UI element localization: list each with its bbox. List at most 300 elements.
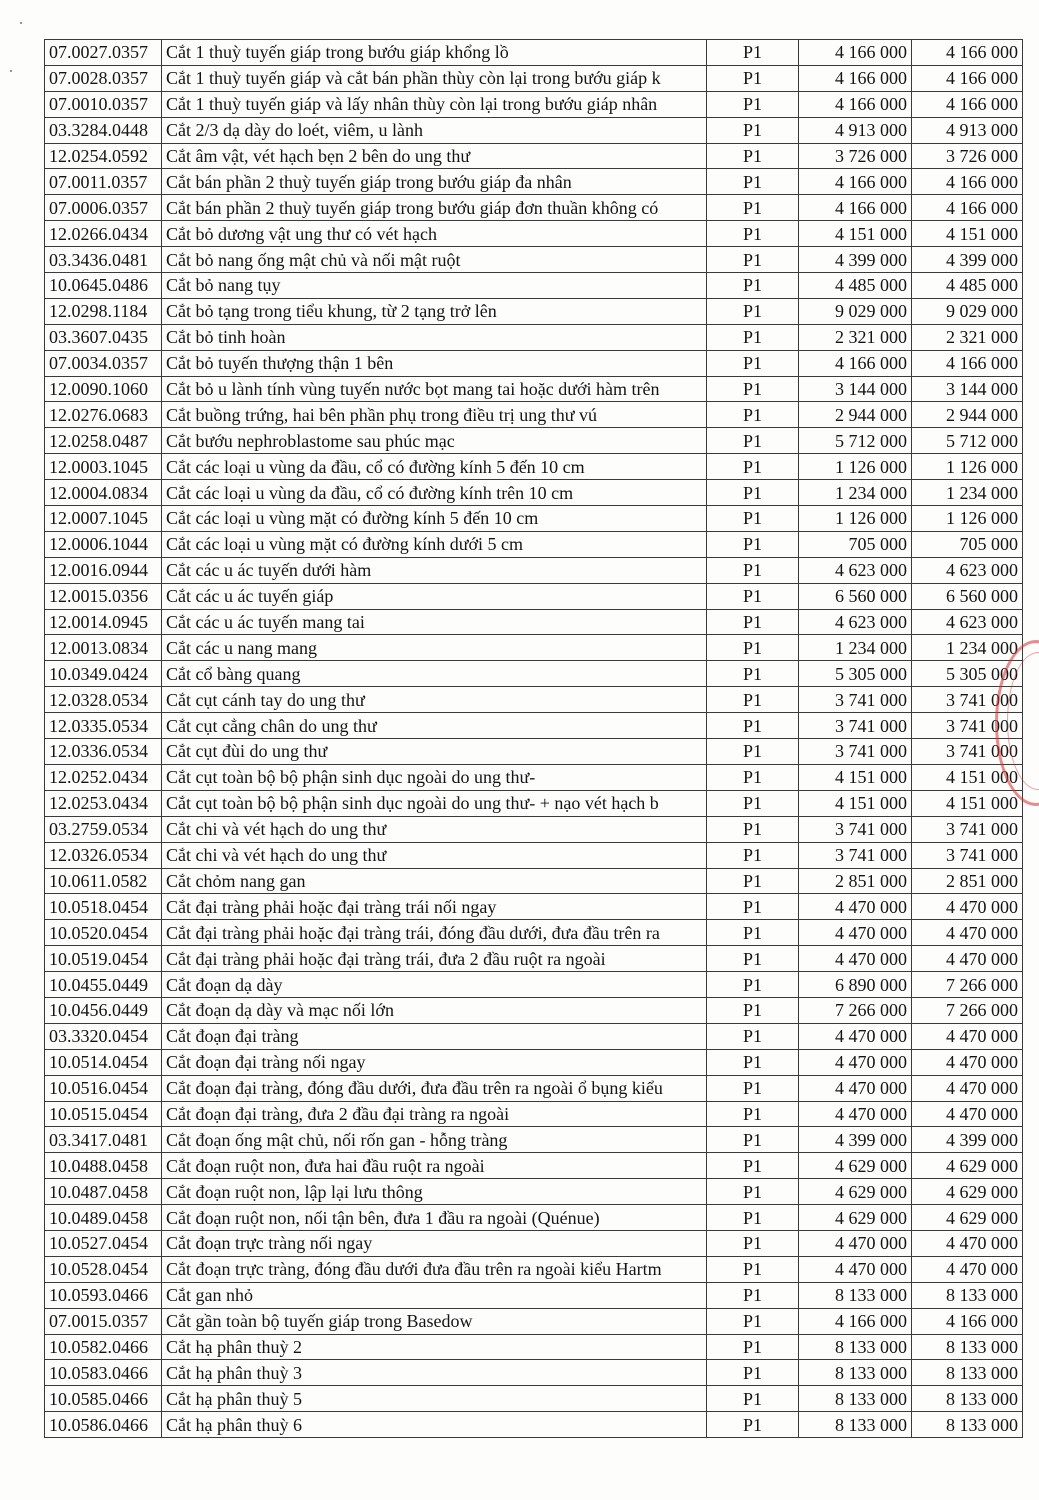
classification-cell: P1 (707, 920, 799, 946)
table-row (45, 790, 1023, 816)
procedure-name-cell: Cắt 1 thuỳ tuyến giáp và lấy nhân thùy còn lại trong bướu giáp nhân (162, 91, 707, 117)
procedure-name-cell: Cắt 1 thuỳ tuyến giáp và cắt bán phần thùy còn lại trong bướu giáp k (162, 65, 707, 91)
price-cell: 4 913 000 (799, 117, 912, 143)
price-cell: 4 629 000 (912, 1205, 1023, 1231)
table-row (45, 1179, 1023, 1205)
table-row (45, 1386, 1023, 1412)
classification-cell: P1 (707, 583, 799, 609)
classification-cell: P1 (707, 868, 799, 894)
procedure-code-cell: 10.0349.0424 (45, 661, 162, 687)
procedure-code-cell: 10.0456.0449 (45, 997, 162, 1023)
price-cell: 8 133 000 (799, 1412, 912, 1438)
procedure-code-cell: 10.0645.0486 (45, 273, 162, 299)
price-cell: 4 151 000 (799, 221, 912, 247)
procedure-code-cell: 12.0335.0534 (45, 713, 162, 739)
classification-cell: P1 (707, 454, 799, 480)
price-cell: 3 726 000 (912, 143, 1023, 169)
price-cell: 1 234 000 (799, 480, 912, 506)
price-cell: 4 166 000 (912, 169, 1023, 195)
classification-cell: P1 (707, 1334, 799, 1360)
procedure-code-cell: 10.0489.0458 (45, 1205, 162, 1231)
classification-cell: P1 (707, 531, 799, 557)
price-cell: 1 126 000 (799, 506, 912, 532)
procedure-name-cell: Cắt bán phần 2 thuỳ tuyến giáp trong bướu giáp đơn thuần không có (162, 195, 707, 221)
table-row (45, 557, 1023, 583)
procedure-name-cell: Cắt đoạn ruột non, đưa hai đầu ruột ra ngoài (162, 1153, 707, 1179)
procedure-code-cell: 12.0298.1184 (45, 298, 162, 324)
price-cell: 3 741 000 (799, 816, 912, 842)
classification-cell: P1 (707, 557, 799, 583)
table-row (45, 713, 1023, 739)
price-cell: 4 470 000 (912, 1023, 1023, 1049)
procedure-code-cell: 10.0455.0449 (45, 972, 162, 998)
price-cell: 4 151 000 (912, 790, 1023, 816)
classification-cell: P1 (707, 169, 799, 195)
procedure-name-cell: Cắt các loại u vùng da đầu, cổ có đường kính trên 10 cm (162, 480, 707, 506)
procedure-code-cell: 10.0514.0454 (45, 1049, 162, 1075)
price-cell: 5 305 000 (799, 661, 912, 687)
classification-cell: P1 (707, 1205, 799, 1231)
price-cell: 9 029 000 (912, 298, 1023, 324)
price-cell: 7 266 000 (799, 997, 912, 1023)
table-row (45, 195, 1023, 221)
classification-cell: P1 (707, 1256, 799, 1282)
table-row (45, 842, 1023, 868)
price-cell: 3 741 000 (912, 816, 1023, 842)
procedure-name-cell: Cắt đoạn dạ dày và mạc nối lớn (162, 997, 707, 1023)
price-cell: 4 166 000 (912, 65, 1023, 91)
price-cell: 4 470 000 (799, 1101, 912, 1127)
classification-cell: P1 (707, 790, 799, 816)
procedure-name-cell: Cắt đoạn đại tràng, đưa 2 đầu đại tràng ra ngoài (162, 1101, 707, 1127)
price-cell: 3 741 000 (912, 713, 1023, 739)
procedure-name-cell: Cắt các u nang mang (162, 635, 707, 661)
table-row (45, 868, 1023, 894)
price-cell: 1 234 000 (912, 635, 1023, 661)
table-row (45, 1205, 1023, 1231)
price-cell: 4 166 000 (912, 350, 1023, 376)
procedure-code-cell: 10.0487.0458 (45, 1179, 162, 1205)
table-row (45, 920, 1023, 946)
price-cell: 4 913 000 (912, 117, 1023, 143)
procedure-code-cell: 10.0582.0466 (45, 1334, 162, 1360)
classification-cell: P1 (707, 661, 799, 687)
classification-cell: P1 (707, 816, 799, 842)
table-row (45, 739, 1023, 765)
price-cell: 8 133 000 (912, 1386, 1023, 1412)
table-row (45, 40, 1023, 66)
price-cell: 4 470 000 (912, 920, 1023, 946)
table-row (45, 531, 1023, 557)
price-cell: 7 266 000 (912, 997, 1023, 1023)
procedure-name-cell: Cắt đoạn dạ dày (162, 972, 707, 998)
table-row (45, 946, 1023, 972)
procedure-name-cell: Cắt hạ phân thuỳ 3 (162, 1360, 707, 1386)
price-cell: 3 741 000 (799, 739, 912, 765)
classification-cell: P1 (707, 1360, 799, 1386)
classification-cell: P1 (707, 1179, 799, 1205)
procedure-name-cell: Cắt chi và vét hạch do ung thư (162, 842, 707, 868)
classification-cell: P1 (707, 635, 799, 661)
table-row (45, 1334, 1023, 1360)
classification-cell: P1 (707, 1049, 799, 1075)
price-cell: 8 133 000 (799, 1360, 912, 1386)
procedure-code-cell: 12.0090.1060 (45, 376, 162, 402)
table-row (45, 1075, 1023, 1101)
procedure-code-cell: 12.0003.1045 (45, 454, 162, 480)
classification-cell: P1 (707, 324, 799, 350)
table-row (45, 1308, 1023, 1334)
price-cell: 4 629 000 (912, 1179, 1023, 1205)
price-cell: 9 029 000 (799, 298, 912, 324)
price-cell: 4 166 000 (799, 1308, 912, 1334)
price-cell: 4 629 000 (799, 1205, 912, 1231)
procedure-code-cell: 10.0527.0454 (45, 1230, 162, 1256)
price-cell: 3 726 000 (799, 143, 912, 169)
price-cell: 8 133 000 (912, 1282, 1023, 1308)
classification-cell: P1 (707, 1308, 799, 1334)
price-cell: 4 166 000 (799, 169, 912, 195)
procedure-name-cell: Cắt bỏ dương vật ung thư có vét hạch (162, 221, 707, 247)
price-cell: 4 470 000 (912, 1230, 1023, 1256)
price-cell: 3 741 000 (912, 739, 1023, 765)
price-cell: 5 305 000 (912, 661, 1023, 687)
price-cell: 4 166 000 (799, 195, 912, 221)
table-row (45, 402, 1023, 428)
classification-cell: P1 (707, 195, 799, 221)
procedure-name-cell: Cắt đoạn đại tràng, đóng đầu dưới, đưa đầu trên ra ngoài ổ bụng kiểu (162, 1075, 707, 1101)
price-cell: 1 126 000 (912, 506, 1023, 532)
classification-cell: P1 (707, 65, 799, 91)
classification-cell: P1 (707, 1230, 799, 1256)
procedure-name-cell: Cắt chỏm nang gan (162, 868, 707, 894)
price-cell: 3 144 000 (912, 376, 1023, 402)
price-cell: 4 166 000 (799, 40, 912, 66)
classification-cell: P1 (707, 842, 799, 868)
procedure-code-cell: 10.0583.0466 (45, 1360, 162, 1386)
procedure-code-cell: 03.3607.0435 (45, 324, 162, 350)
classification-cell: P1 (707, 376, 799, 402)
procedure-fee-table (44, 39, 1023, 1438)
classification-cell: P1 (707, 713, 799, 739)
price-cell: 4 399 000 (799, 1127, 912, 1153)
table-row (45, 972, 1023, 998)
procedure-name-cell: Cắt 1 thuỳ tuyến giáp trong bướu giáp khổng lồ (162, 40, 707, 66)
price-cell: 4 470 000 (799, 946, 912, 972)
price-cell: 4 151 000 (912, 764, 1023, 790)
procedure-code-cell: 12.0007.1045 (45, 506, 162, 532)
price-cell: 4 151 000 (799, 764, 912, 790)
procedure-name-cell: Cắt đoạn ruột non, nối tận bên, đưa 1 đầu ra ngoài (Quénue) (162, 1205, 707, 1231)
classification-cell: P1 (707, 402, 799, 428)
price-cell: 4 470 000 (799, 894, 912, 920)
procedure-code-cell: 12.0015.0356 (45, 583, 162, 609)
classification-cell: P1 (707, 117, 799, 143)
procedure-code-cell: 10.0518.0454 (45, 894, 162, 920)
price-cell: 6 890 000 (799, 972, 912, 998)
procedure-code-cell: 03.3320.0454 (45, 1023, 162, 1049)
procedure-name-cell: Cắt hạ phân thuỳ 2 (162, 1334, 707, 1360)
classification-cell: P1 (707, 894, 799, 920)
procedure-name-cell: Cắt cụt cẳng chân do ung thư (162, 713, 707, 739)
procedure-code-cell: 03.2759.0534 (45, 816, 162, 842)
classification-cell: P1 (707, 972, 799, 998)
procedure-name-cell: Cắt cụt toàn bộ bộ phận sinh dục ngoài do ung thư- (162, 764, 707, 790)
table-row (45, 609, 1023, 635)
procedure-code-cell: 12.0258.0487 (45, 428, 162, 454)
table-row (45, 169, 1023, 195)
procedure-code-cell: 07.0015.0357 (45, 1308, 162, 1334)
procedure-code-cell: 12.0253.0434 (45, 790, 162, 816)
procedure-code-cell: 12.0252.0434 (45, 764, 162, 790)
classification-cell: P1 (707, 739, 799, 765)
price-cell: 8 133 000 (799, 1282, 912, 1308)
price-cell: 4 470 000 (799, 1256, 912, 1282)
procedure-code-cell: 03.3417.0481 (45, 1127, 162, 1153)
price-cell: 4 151 000 (912, 221, 1023, 247)
price-cell: 4 166 000 (912, 40, 1023, 66)
price-cell: 4 470 000 (799, 1075, 912, 1101)
procedure-name-cell: Cắt hạ phân thuỳ 6 (162, 1412, 707, 1438)
procedure-name-cell: Cắt bướu nephroblastome sau phúc mạc (162, 428, 707, 454)
procedure-name-cell: Cắt đại tràng phải hoặc đại tràng trái nối ngay (162, 894, 707, 920)
procedure-code-cell: 12.0013.0834 (45, 635, 162, 661)
procedure-name-cell: Cắt cụt toàn bộ bộ phận sinh dục ngoài do ung thư- + nạo vét hạch b (162, 790, 707, 816)
price-cell: 4 399 000 (799, 247, 912, 273)
price-cell: 8 133 000 (799, 1334, 912, 1360)
price-cell: 8 133 000 (912, 1334, 1023, 1360)
price-cell: 2 944 000 (912, 402, 1023, 428)
procedure-code-cell: 10.0488.0458 (45, 1153, 162, 1179)
classification-cell: P1 (707, 273, 799, 299)
procedure-code-cell: 12.0254.0592 (45, 143, 162, 169)
price-cell: 2 321 000 (912, 324, 1023, 350)
procedure-fee-table-body (45, 40, 1023, 1438)
price-cell: 4 166 000 (799, 65, 912, 91)
price-cell: 3 741 000 (912, 687, 1023, 713)
procedure-name-cell: Cắt chi và vét hạch do ung thư (162, 816, 707, 842)
classification-cell: P1 (707, 997, 799, 1023)
procedure-code-cell: 10.0519.0454 (45, 946, 162, 972)
price-cell: 4 399 000 (912, 247, 1023, 273)
procedure-name-cell: Cắt đoạn đại tràng (162, 1023, 707, 1049)
price-cell: 4 470 000 (912, 1049, 1023, 1075)
procedure-code-cell: 10.0528.0454 (45, 1256, 162, 1282)
classification-cell: P1 (707, 40, 799, 66)
procedure-code-cell: 07.0027.0357 (45, 40, 162, 66)
classification-cell: P1 (707, 247, 799, 273)
classification-cell: P1 (707, 1153, 799, 1179)
procedure-name-cell: Cắt đoạn ống mật chủ, nối rốn gan - hỗng tràng (162, 1127, 707, 1153)
table-row (45, 454, 1023, 480)
procedure-name-cell: Cắt bỏ tuyến thượng thận 1 bên (162, 350, 707, 376)
procedure-code-cell: 12.0016.0944 (45, 557, 162, 583)
price-cell: 4 151 000 (799, 790, 912, 816)
table-row (45, 221, 1023, 247)
price-cell: 4 470 000 (912, 1075, 1023, 1101)
classification-cell: P1 (707, 298, 799, 324)
classification-cell: P1 (707, 480, 799, 506)
price-cell: 4 623 000 (799, 609, 912, 635)
price-cell: 8 133 000 (799, 1386, 912, 1412)
procedure-name-cell: Cắt các u ác tuyến mang tai (162, 609, 707, 635)
procedure-name-cell: Cắt âm vật, vét hạch bẹn 2 bên do ung thư (162, 143, 707, 169)
procedure-code-cell: 03.3436.0481 (45, 247, 162, 273)
table-row (45, 65, 1023, 91)
price-cell: 5 712 000 (912, 428, 1023, 454)
price-cell: 8 133 000 (912, 1412, 1023, 1438)
price-cell: 4 485 000 (799, 273, 912, 299)
classification-cell: P1 (707, 1101, 799, 1127)
price-cell: 1 234 000 (799, 635, 912, 661)
procedure-name-cell: Cắt gan nhỏ (162, 1282, 707, 1308)
price-cell: 4 485 000 (912, 273, 1023, 299)
procedure-name-cell: Cắt bỏ tạng trong tiểu khung, từ 2 tạng trở lên (162, 298, 707, 324)
price-cell: 4 399 000 (912, 1127, 1023, 1153)
procedure-code-cell: 10.0611.0582 (45, 868, 162, 894)
procedure-name-cell: Cắt bỏ u lành tính vùng tuyến nước bọt mang tai hoặc dưới hàm trên (162, 376, 707, 402)
table-row (45, 894, 1023, 920)
price-cell: 3 741 000 (799, 713, 912, 739)
table-row (45, 376, 1023, 402)
procedure-code-cell: 12.0276.0683 (45, 402, 162, 428)
price-cell: 4 470 000 (912, 946, 1023, 972)
procedure-name-cell: Cắt bán phần 2 thuỳ tuyến giáp trong bướu giáp đa nhân (162, 169, 707, 195)
procedure-code-cell: 03.3284.0448 (45, 117, 162, 143)
scan-speck (10, 70, 12, 72)
price-cell: 4 629 000 (799, 1179, 912, 1205)
price-cell: 705 000 (912, 531, 1023, 557)
table-row (45, 583, 1023, 609)
table-row (45, 143, 1023, 169)
procedure-code-cell: 10.0586.0466 (45, 1412, 162, 1438)
procedure-name-cell: Cắt bỏ nang ống mật chủ và nối mật ruột (162, 247, 707, 273)
price-cell: 4 166 000 (912, 195, 1023, 221)
price-cell: 6 560 000 (799, 583, 912, 609)
price-cell: 3 741 000 (799, 687, 912, 713)
procedure-code-cell: 12.0014.0945 (45, 609, 162, 635)
price-cell: 4 629 000 (912, 1153, 1023, 1179)
table-row (45, 1153, 1023, 1179)
table-row (45, 764, 1023, 790)
classification-cell: P1 (707, 506, 799, 532)
procedure-code-cell: 07.0034.0357 (45, 350, 162, 376)
price-cell: 4 623 000 (912, 557, 1023, 583)
table-row (45, 635, 1023, 661)
procedure-code-cell: 10.0520.0454 (45, 920, 162, 946)
procedure-code-cell: 10.0585.0466 (45, 1386, 162, 1412)
price-cell: 2 944 000 (799, 402, 912, 428)
price-cell: 2 851 000 (799, 868, 912, 894)
price-cell: 4 623 000 (912, 609, 1023, 635)
table-row (45, 350, 1023, 376)
procedure-code-cell: 12.0328.0534 (45, 687, 162, 713)
classification-cell: P1 (707, 428, 799, 454)
procedure-name-cell: Cắt bỏ nang tụy (162, 273, 707, 299)
table-row (45, 687, 1023, 713)
classification-cell: P1 (707, 221, 799, 247)
procedure-name-cell: Cắt đại tràng phải hoặc đại tràng trái, đưa 2 đầu ruột ra ngoài (162, 946, 707, 972)
table-row (45, 117, 1023, 143)
price-cell: 4 470 000 (912, 1101, 1023, 1127)
classification-cell: P1 (707, 1412, 799, 1438)
price-cell: 4 166 000 (799, 91, 912, 117)
table-row (45, 816, 1023, 842)
procedure-name-cell: Cắt hạ phân thuỳ 5 (162, 1386, 707, 1412)
table-row (45, 1101, 1023, 1127)
classification-cell: P1 (707, 143, 799, 169)
procedure-name-cell: Cắt gần toàn bộ tuyến giáp trong Basedow (162, 1308, 707, 1334)
price-cell: 4 470 000 (912, 1256, 1023, 1282)
price-cell: 2 851 000 (912, 868, 1023, 894)
table-row (45, 324, 1023, 350)
table-row (45, 661, 1023, 687)
price-cell: 1 234 000 (912, 480, 1023, 506)
price-cell: 4 470 000 (799, 1023, 912, 1049)
price-cell: 2 321 000 (799, 324, 912, 350)
procedure-name-cell: Cắt buồng trứng, hai bên phần phụ trong điều trị ung thư vú (162, 402, 707, 428)
table-row (45, 1127, 1023, 1153)
table-row (45, 997, 1023, 1023)
procedure-code-cell: 07.0028.0357 (45, 65, 162, 91)
table-row (45, 273, 1023, 299)
price-cell: 3 741 000 (912, 842, 1023, 868)
table-row (45, 298, 1023, 324)
table-row (45, 1230, 1023, 1256)
classification-cell: P1 (707, 350, 799, 376)
procedure-name-cell: Cắt bỏ tinh hoàn (162, 324, 707, 350)
table-row (45, 428, 1023, 454)
classification-cell: P1 (707, 764, 799, 790)
table-row (45, 1360, 1023, 1386)
procedure-name-cell: Cắt đại tràng phải hoặc đại tràng trái, đóng đầu dưới, đưa đầu trên ra (162, 920, 707, 946)
procedure-name-cell: Cắt cổ bàng quang (162, 661, 707, 687)
classification-cell: P1 (707, 91, 799, 117)
procedure-code-cell: 12.0006.1044 (45, 531, 162, 557)
table-row (45, 506, 1023, 532)
price-cell: 705 000 (799, 531, 912, 557)
procedure-code-cell: 12.0004.0834 (45, 480, 162, 506)
table-row (45, 91, 1023, 117)
procedure-name-cell: Cắt đoạn trực tràng nối ngay (162, 1230, 707, 1256)
price-cell: 1 126 000 (799, 454, 912, 480)
procedure-name-cell: Cắt các u ác tuyến dưới hàm (162, 557, 707, 583)
price-cell: 4 166 000 (799, 350, 912, 376)
table-row (45, 247, 1023, 273)
procedure-code-cell: 12.0266.0434 (45, 221, 162, 247)
table-row (45, 1412, 1023, 1438)
classification-cell: P1 (707, 1023, 799, 1049)
price-cell: 4 470 000 (912, 894, 1023, 920)
price-cell: 4 166 000 (912, 91, 1023, 117)
price-cell: 4 470 000 (799, 1230, 912, 1256)
procedure-code-cell: 12.0326.0534 (45, 842, 162, 868)
classification-cell: P1 (707, 1127, 799, 1153)
price-cell: 3 741 000 (799, 842, 912, 868)
price-cell: 6 560 000 (912, 583, 1023, 609)
price-cell: 3 144 000 (799, 376, 912, 402)
procedure-name-cell: Cắt các loại u vùng mặt có đường kính 5 đến 10 cm (162, 506, 707, 532)
price-cell: 8 133 000 (912, 1360, 1023, 1386)
classification-cell: P1 (707, 1386, 799, 1412)
procedure-code-cell: 07.0011.0357 (45, 169, 162, 195)
table-row (45, 1282, 1023, 1308)
procedure-name-cell: Cắt đoạn ruột non, lập lại lưu thông (162, 1179, 707, 1205)
procedure-name-cell: Cắt cụt đùi do ung thư (162, 739, 707, 765)
price-cell: 7 266 000 (912, 972, 1023, 998)
price-cell: 4 623 000 (799, 557, 912, 583)
classification-cell: P1 (707, 946, 799, 972)
